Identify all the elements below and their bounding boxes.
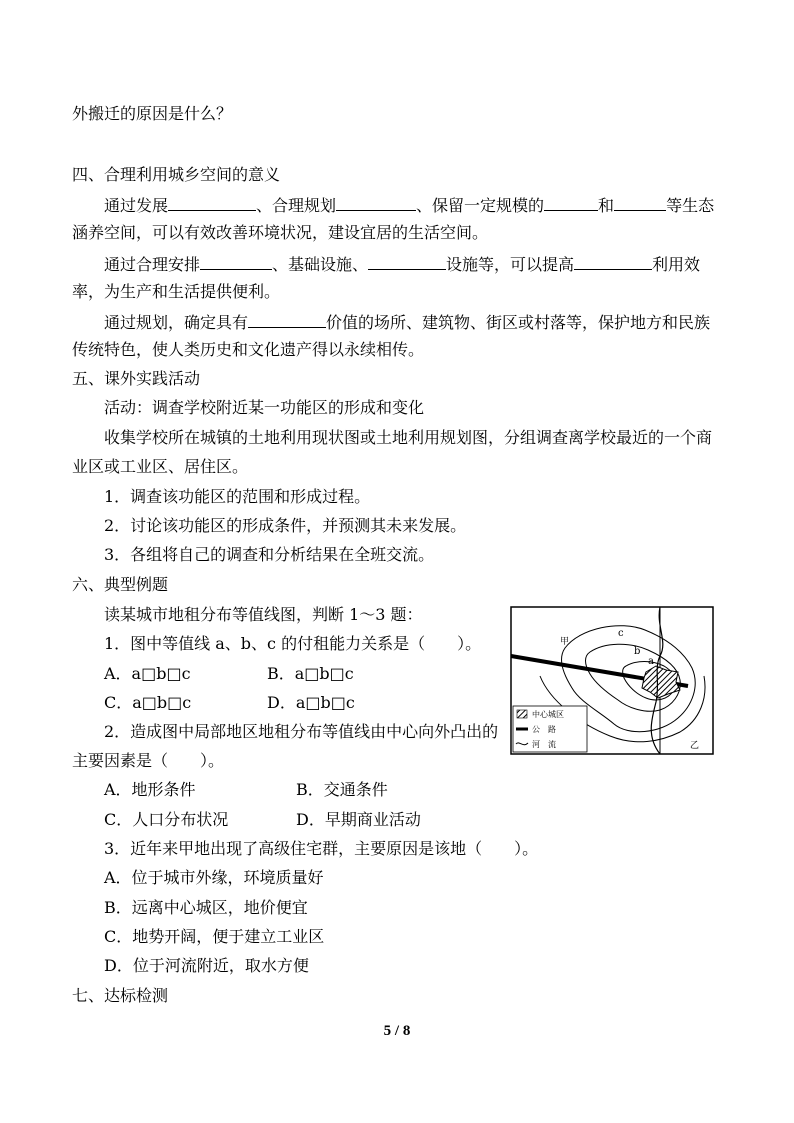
sec5-item-3: 3．各组将自己的调查和分析结果在全班交流。 [104, 545, 435, 564]
section-5-heading: 五、课外实践活动 [72, 369, 201, 388]
section-4-heading: 四、合理利用城乡空间的意义 [72, 165, 281, 184]
sec4-paragraph-1-line2: 涵养空间，可以有效改善环境状况，建设宜居的生活空间。 [72, 223, 489, 242]
label-jia: 甲 [560, 637, 570, 647]
page-number: 5 / 8 [383, 1023, 411, 1039]
fill-blank[interactable] [614, 194, 666, 211]
q3-option-c[interactable]: C．地势开阔，便于建立工业区 [104, 927, 325, 946]
label-c: c [618, 628, 624, 639]
q3-option-b[interactable]: B．远离中心城区，地价便宜 [104, 898, 308, 917]
text: 、基础设施、 [272, 255, 369, 274]
sec5-paragraph: 收集学校所在城镇的土地利用现状图或土地利用规划图，分组调查离学校最近的一个商 [104, 428, 713, 447]
fill-blank[interactable] [368, 253, 446, 270]
text: 等生态 [666, 196, 715, 215]
section-7-heading: 七、达标检测 [72, 986, 169, 1005]
q3-option-d[interactable]: D．位于河流附近，取水方便 [104, 956, 309, 975]
text: 利用效 [652, 255, 701, 274]
label-a: a [648, 656, 654, 667]
question-1: 1．图中等值线 a、b、c 的付租能力关系是（ ）。 [104, 634, 482, 653]
question-2-line2: 主要因素是（ ）。 [72, 751, 225, 770]
intro-line: 外搬迁的原因是什么？ [72, 104, 233, 123]
legend-central-district: 中心城区 [532, 710, 564, 719]
question-3: 3．近年来甲地出现了高级住宅群，主要原因是该地（ ）。 [104, 839, 539, 858]
q1-option-a[interactable]: A．a□b□c [104, 664, 191, 683]
label-yi: 乙 [690, 741, 700, 751]
q1-option-b[interactable]: B．a□b□c [267, 664, 354, 683]
sec5-item-2: 2．讨论该功能区的形成条件，并预测其未来发展。 [104, 516, 467, 535]
fill-blank[interactable] [574, 253, 652, 270]
sec6-lead: 读某城市地租分布等值线图，判断 1～3 题： [104, 605, 423, 624]
fill-blank[interactable] [168, 194, 256, 211]
text: 和 [598, 196, 615, 215]
text: 价值的场所、建筑物、街区或村落等，保护地方和民族 [326, 313, 711, 332]
fill-blank[interactable] [336, 194, 416, 211]
legend-hatch-swatch [517, 710, 527, 718]
q1-option-d[interactable]: D．a□b□c [267, 693, 355, 712]
q1-option-c[interactable]: C．a□b□c [104, 693, 192, 712]
question-2: 2．造成图中局部地区地租分布等值线由中心向外凸出的 [104, 722, 499, 741]
sec4-paragraph-2-line2: 率，为生产和生活提供便利。 [72, 282, 281, 301]
text: 、合理规划 [256, 196, 337, 215]
text: 设施等，可以提高 [446, 255, 575, 274]
fill-blank[interactable] [544, 194, 598, 211]
section-6-heading: 六、典型例题 [72, 575, 169, 594]
fill-blank[interactable] [200, 253, 272, 270]
sec5-activity: 活动：调查学校附近某一功能区的形成和变化 [104, 398, 425, 417]
text: 通过合理安排 [104, 255, 201, 274]
label-b: b [634, 646, 641, 657]
land-rent-isoline-map [510, 606, 714, 755]
sec4-paragraph-1 [104, 194, 714, 216]
sec4-paragraph-3 [104, 311, 710, 333]
sec4-paragraph-3-line2: 传统特色，使人类历史和文化遗产得以永续相传。 [72, 340, 425, 359]
text: 通过发展 [104, 196, 169, 215]
text: 、保留一定规模的 [416, 196, 545, 215]
fill-blank[interactable] [248, 311, 326, 328]
q2-option-b[interactable]: B．交通条件 [296, 780, 388, 799]
map-legend [513, 706, 587, 752]
text: 通过规划，确定具有 [104, 313, 249, 332]
sec5-paragraph-line2: 业区或工业区、居住区。 [72, 457, 249, 476]
legend-river: 河 流 [532, 740, 556, 749]
sec4-paragraph-2 [104, 253, 700, 275]
sec5-item-1: 1．调查该功能区的范围和形成过程。 [104, 487, 371, 506]
q2-option-a[interactable]: A．地形条件 [104, 780, 196, 799]
legend-road: 公 路 [532, 725, 556, 734]
q2-option-c[interactable]: C．人口分布状况 [104, 810, 229, 829]
q2-option-d[interactable]: D．早期商业活动 [296, 810, 421, 829]
q3-option-a[interactable]: A．位于城市外缘，环境质量好 [104, 868, 324, 887]
